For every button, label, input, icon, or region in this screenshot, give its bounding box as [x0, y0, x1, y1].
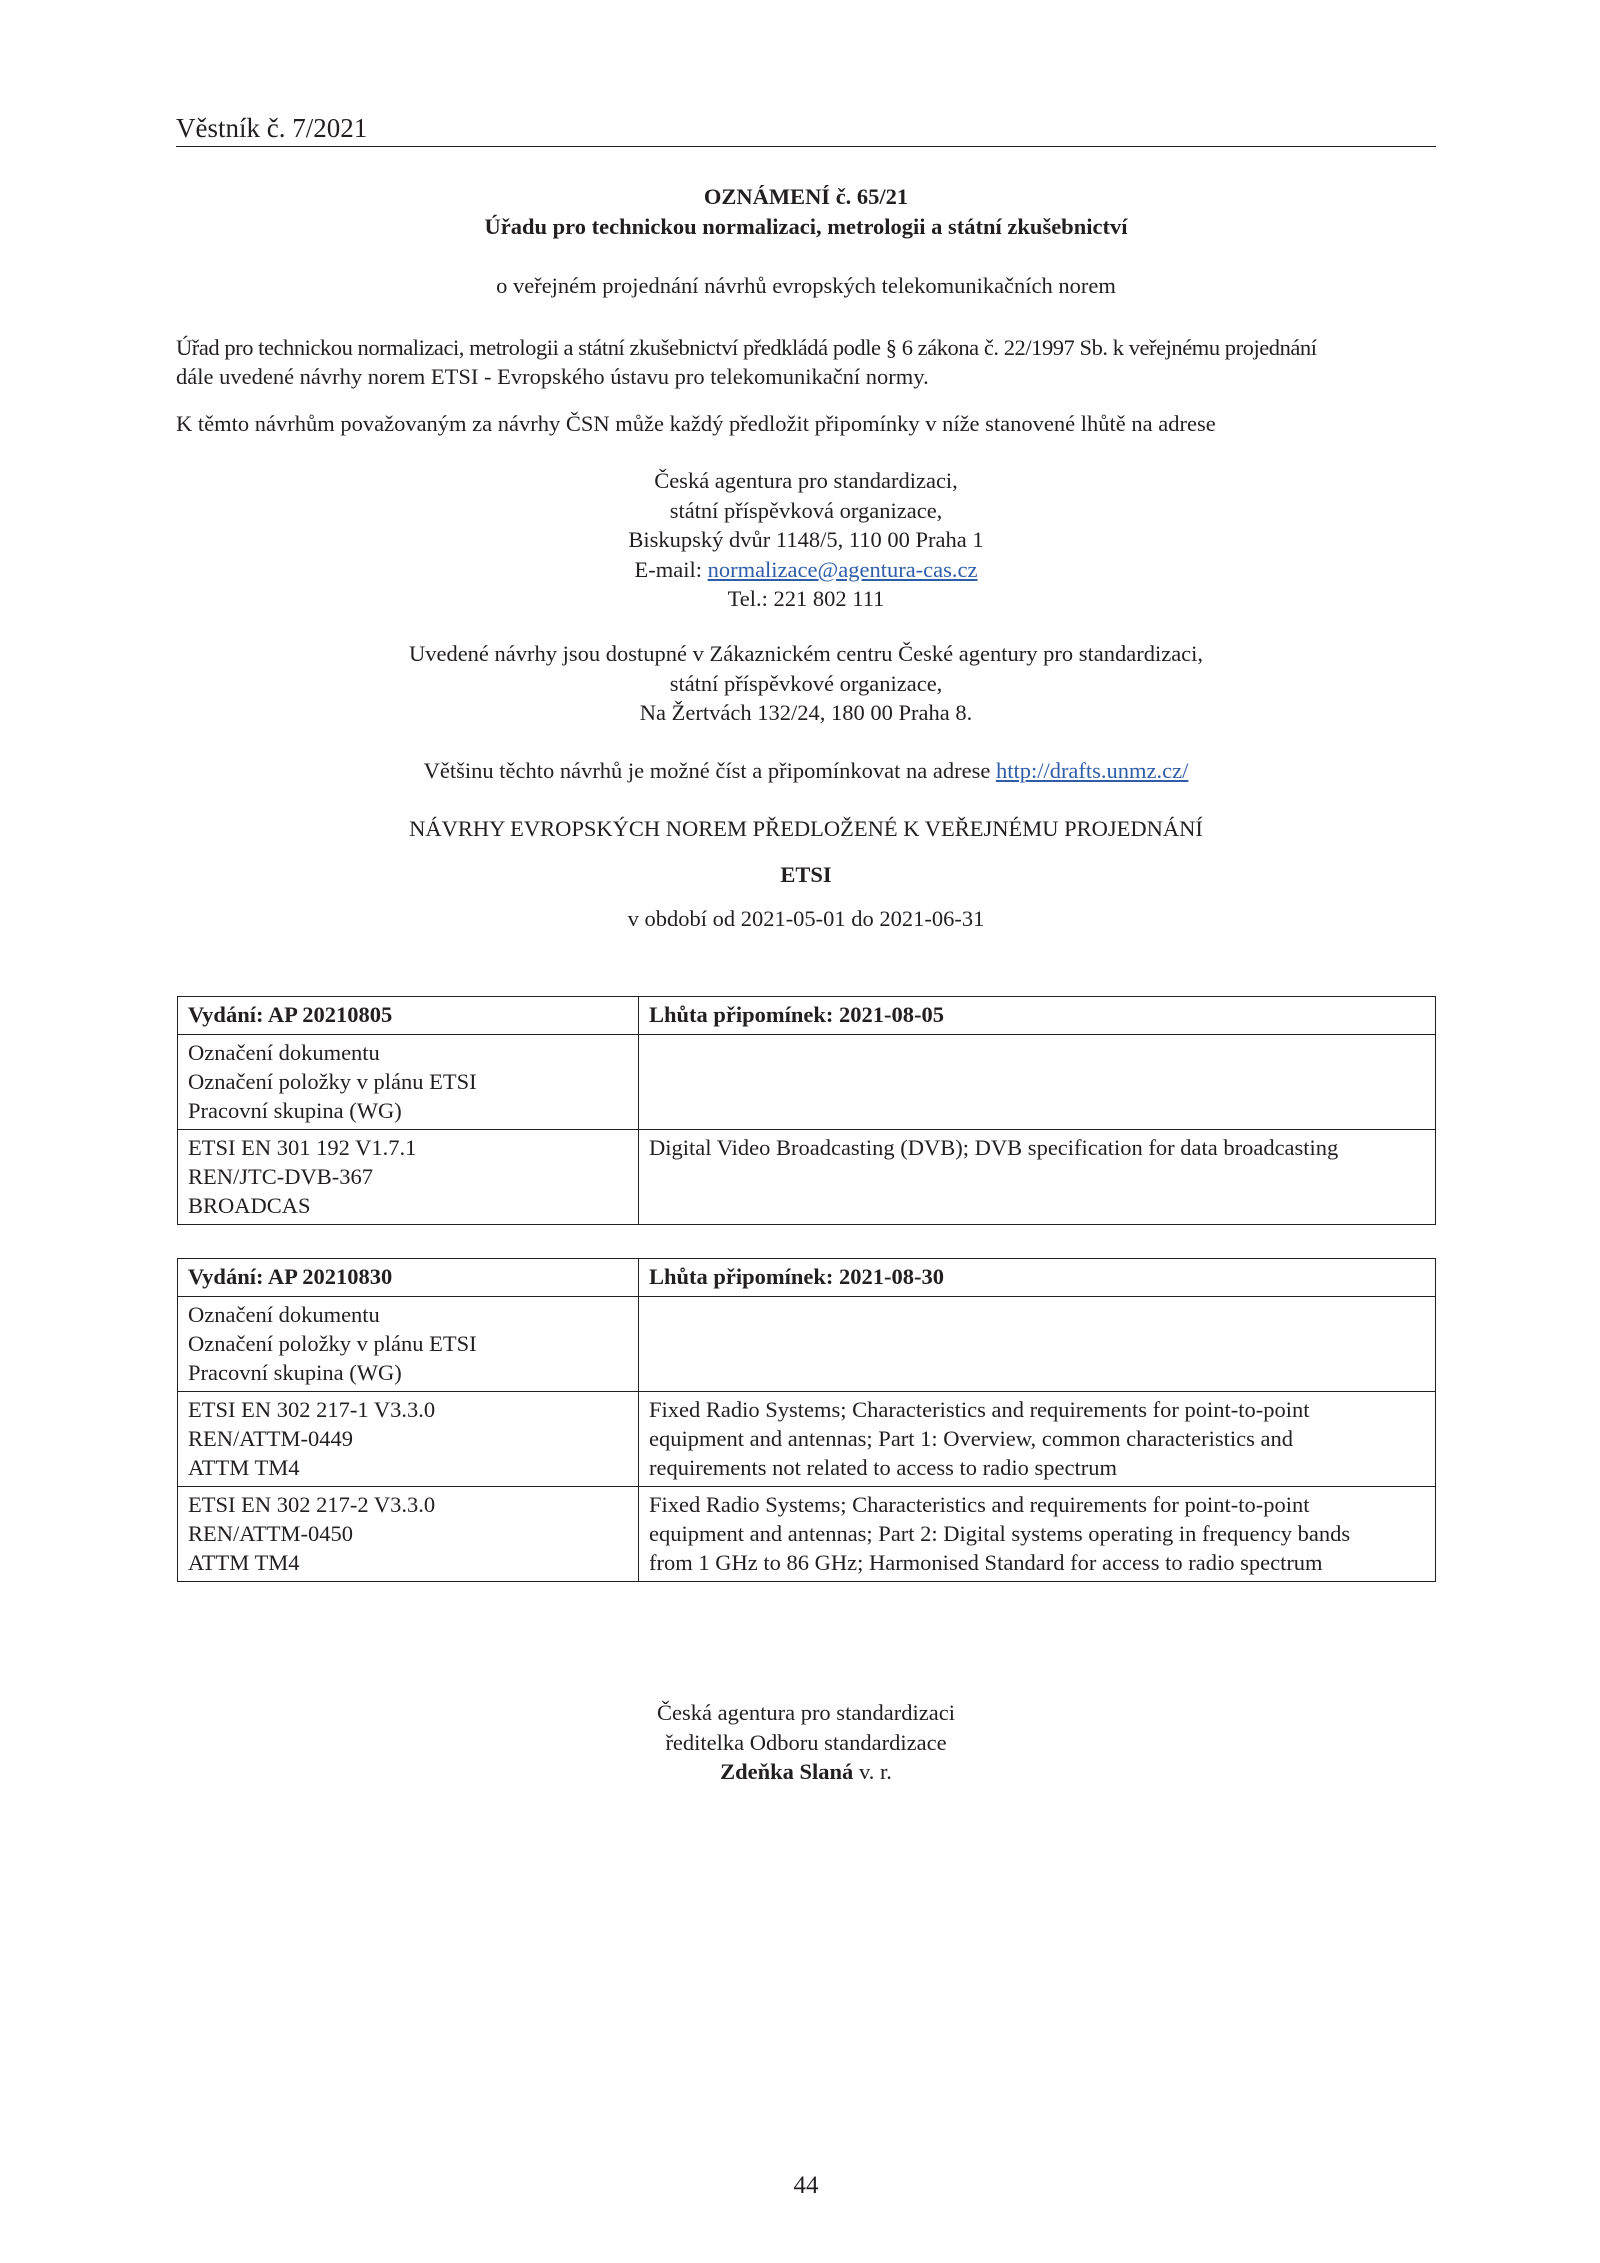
intro-line-1: Úřad pro technickou normalizaci, metrologii a státní zkušebnictví předkládá podle § 6 zákona č. 22/1997 Sb. k veřejnému projednání	[176, 335, 1317, 360]
standard-title-cell	[639, 1487, 1436, 1582]
legend-line: Pracovní skupina (WG)	[188, 1360, 402, 1385]
standard-ids-cell	[178, 1130, 639, 1225]
address-line: státní příspěvková organizace,	[669, 497, 943, 523]
signature-name-line	[176, 1757, 1436, 1787]
standard-id: ETSI EN 302 217-1 V3.3.0	[188, 1397, 436, 1422]
working-group: ATTM TM4	[188, 1455, 300, 1480]
deadline-cell: Lhůta připomínek: 2021-08-05	[639, 997, 1436, 1035]
org-heading: ETSI	[780, 862, 832, 887]
period-line: v období od 2021-05-01 do 2021-06-31	[627, 906, 985, 931]
standard-title-line: equipment and antennas; Part 2: Digital systems operating in frequency bands	[649, 1521, 1351, 1546]
issue-cell: Vydání: AP 20210805	[178, 997, 639, 1035]
availability-block	[176, 639, 1436, 728]
email-label: E-mail:	[634, 556, 708, 582]
notice-title: OZNÁMENÍ č. 65/21	[703, 184, 909, 209]
table-legend-row	[178, 1297, 1436, 1392]
issue-cell: Vydání: AP 20210830	[178, 1259, 639, 1297]
email-link[interactable]: normalizace@agentura-cas.cz	[707, 556, 978, 582]
standard-id: ETSI EN 301 192 V1.7.1	[188, 1135, 417, 1160]
standard-title-line: Fixed Radio Systems; Characteristics and requirements for point-to-point	[649, 1397, 1310, 1422]
deadline-cell: Lhůta připomínek: 2021-08-30	[639, 1259, 1436, 1297]
table-header-row	[178, 997, 1436, 1035]
legend-empty-cell	[639, 1297, 1436, 1392]
phone-line: Tel.: 221 802 111	[727, 586, 885, 611]
work-item: REN/JTC-DVB-367	[188, 1164, 373, 1189]
standard-title-line: Digital Video Broadcasting (DVB); DVB specification for data broadcasting	[649, 1135, 1339, 1160]
standard-id: ETSI EN 302 217-2 V3.3.0	[188, 1492, 436, 1517]
table-legend-row	[178, 1035, 1436, 1130]
working-group: ATTM TM4	[188, 1550, 300, 1575]
comments-paragraph: K těmto návrhům považovaným za návrhy ČSN může každý předložit připomínky v níže stanovené lhůtě na adrese	[176, 411, 1216, 436]
legend-line: Označení dokumentu	[188, 1040, 380, 1065]
online-line	[176, 756, 1436, 786]
notice-subject: o veřejném projednání návrhů evropských telekomunikačních norem	[496, 273, 1116, 298]
page-number: 44	[793, 2172, 819, 2199]
email-line	[176, 555, 1436, 585]
table-row	[178, 1487, 1436, 1582]
intro-line-2: dále uvedené návrhy norem ETSI - Evropského ústavu pro telekomunikační normy.	[176, 364, 929, 389]
section-heading: NÁVRHY EVROPSKÝCH NOREM PŘEDLOŽENÉ K VEŘEJNÉMU PROJEDNÁNÍ	[409, 816, 1203, 841]
standard-title-line: from 1 GHz to 86 GHz; Harmonised Standard for access to radio spectrum	[649, 1550, 1323, 1575]
drafts-link[interactable]: http://drafts.unmz.cz/	[995, 758, 1189, 783]
legend-cell	[178, 1035, 639, 1130]
standards-table-1	[177, 996, 1436, 1225]
legend-line: Označení položky v plánu ETSI	[188, 1331, 477, 1356]
signature-suffix: v. r.	[853, 1759, 892, 1784]
legend-line: Označení položky v plánu ETSI	[188, 1069, 477, 1094]
standard-ids-cell	[178, 1487, 639, 1582]
availability-line: státní příspěvkové organizace,	[669, 670, 943, 696]
table-header-row	[178, 1259, 1436, 1297]
address-line: Biskupský dvůr 1148/5, 110 00 Praha 1	[628, 527, 984, 552]
table-row	[178, 1392, 1436, 1487]
table-row	[178, 1130, 1436, 1225]
notice-issuer: Úřadu pro technickou normalizaci, metrologii a státní zkušebnictví	[484, 214, 1128, 239]
address-line: Česká agentura pro standardizaci,	[654, 468, 958, 493]
work-item: REN/ATTM-0449	[188, 1426, 353, 1451]
standard-title-line: Fixed Radio Systems; Characteristics and requirements for point-to-point	[649, 1492, 1310, 1517]
working-group: BROADCAS	[188, 1193, 311, 1218]
signature-name: Zdeňka Slaná	[720, 1759, 854, 1784]
standard-ids-cell	[178, 1392, 639, 1487]
signature-block	[176, 1698, 1436, 1787]
header-rule	[176, 146, 1436, 147]
standards-table-2	[177, 1258, 1436, 1582]
standard-title-line: equipment and antennas; Part 1: Overview, common characteristics and	[649, 1426, 1293, 1451]
legend-line: Označení dokumentu	[188, 1302, 380, 1327]
legend-cell	[178, 1297, 639, 1392]
running-head: Věstník č. 7/2021	[176, 113, 368, 143]
availability-line: Uvedené návrhy jsou dostupné v Zákaznickém centru České agentury pro standardizaci,	[408, 641, 1204, 666]
legend-empty-cell	[639, 1035, 1436, 1130]
availability-line: Na Žertvách 132/24, 180 00 Praha 8.	[639, 700, 973, 725]
standard-title-cell	[639, 1392, 1436, 1487]
signature-role: ředitelka Odboru standardizace	[665, 1729, 947, 1755]
signature-org: Česká agentura pro standardizaci	[657, 1700, 955, 1725]
standard-title-cell	[639, 1130, 1436, 1225]
address-block	[176, 466, 1436, 614]
online-text: Většinu těchto návrhů je možné číst a připomínkovat na adrese	[423, 758, 996, 783]
legend-line: Pracovní skupina (WG)	[188, 1098, 402, 1123]
standard-title-line: requirements not related to access to radio spectrum	[649, 1455, 1117, 1480]
work-item: REN/ATTM-0450	[188, 1521, 353, 1546]
